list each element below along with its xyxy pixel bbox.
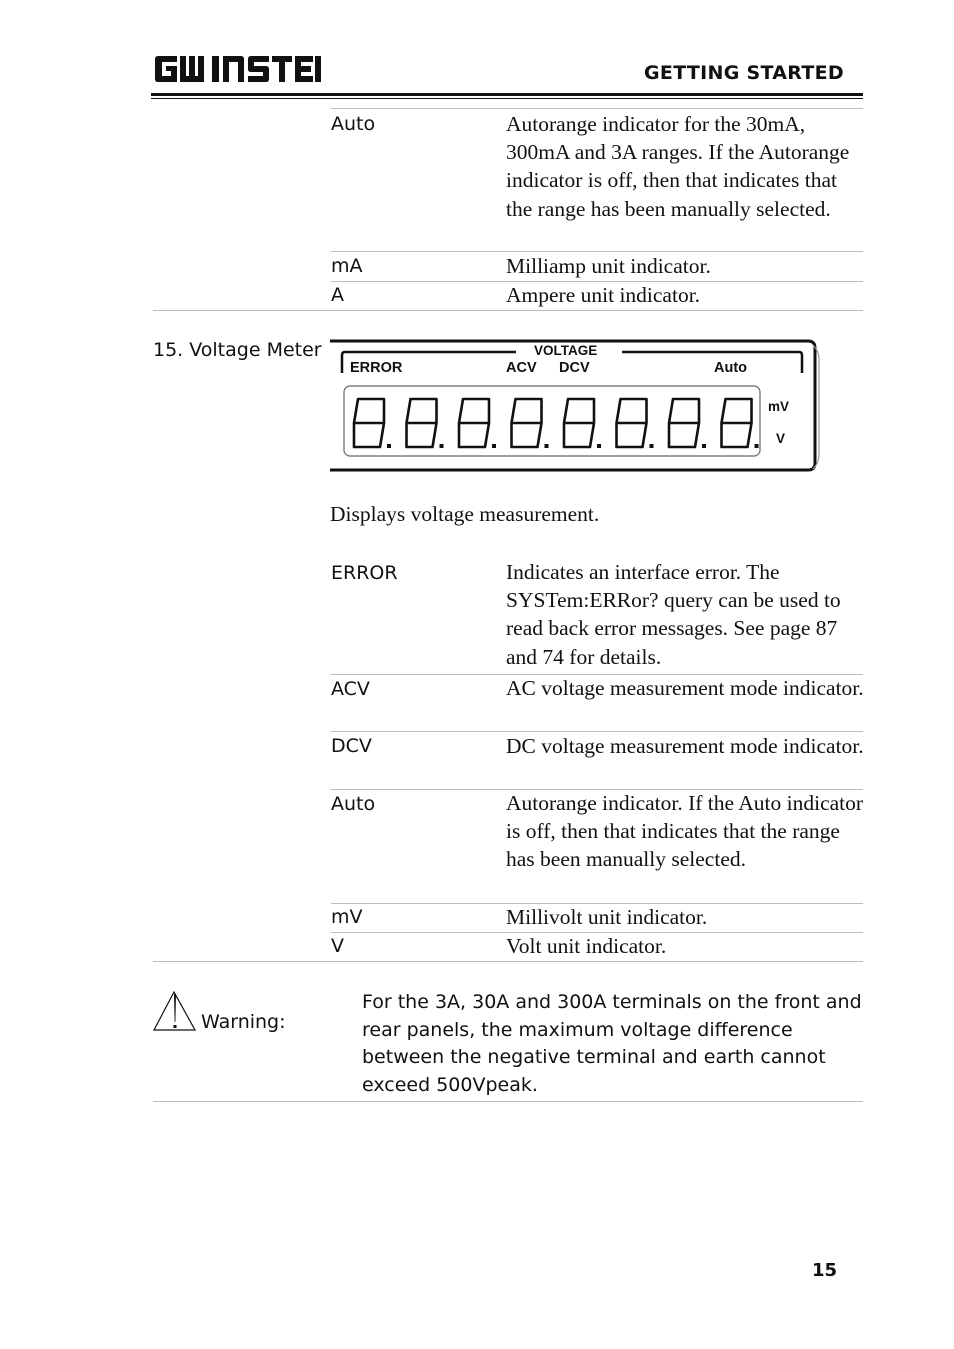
table-rule — [331, 108, 863, 109]
lcd-digit — [564, 399, 601, 448]
desc-dcv: DC voltage measurement mode indicator. — [506, 734, 864, 758]
lcd-v-indicator: V — [776, 431, 786, 446]
desc-auto-voltage: Autorange indicator. If the Auto indicator is off, then that indicates that the range has been manually selected. — [506, 791, 864, 872]
desc-a: Ampere unit indicator. — [506, 283, 701, 307]
term-auto-voltage: Auto — [331, 793, 376, 815]
desc-auto-current: Autorange indicator for the 30mA, 300mA and 3A ranges. If the Autorange indicator is off, then that indicates that the range has been manually selected. — [506, 112, 850, 221]
term-v: V — [331, 935, 344, 957]
lcd-voltage-label: VOLTAGE — [534, 343, 598, 358]
desc-acv: AC voltage measurement mode indicator. — [506, 676, 864, 700]
lcd-decimal-point — [387, 444, 391, 448]
section-rule — [153, 1101, 863, 1102]
lcd-digit — [354, 399, 391, 448]
lcd-error-indicator: ERROR — [350, 360, 403, 376]
lcd-decimal-point — [702, 444, 706, 448]
term-dcv: DCV — [331, 735, 372, 757]
item-label-voltage-meter: 15. Voltage Meter — [153, 339, 322, 361]
voltage-lcd-diagram — [330, 339, 820, 474]
lcd-digit — [512, 399, 549, 448]
term-error: ERROR — [331, 562, 398, 584]
lcd-digit — [669, 399, 706, 448]
lcd-acv-indicator: ACV — [506, 360, 537, 376]
desc-v: Volt unit indicator. — [506, 934, 667, 958]
lcd-decimal-point — [650, 444, 654, 448]
lcd-digit — [722, 399, 759, 448]
section-rule — [153, 310, 863, 311]
lcd-decimal-point — [545, 444, 549, 448]
section-rule — [153, 961, 863, 962]
lcd-digit — [459, 399, 496, 448]
desc-error: Indicates an interface error. The SYSTem:ERRor? query can be used to read back error messages. See page 87 and 74 for details. — [506, 560, 841, 669]
lcd-decimal-point — [755, 444, 759, 448]
term-auto-current: Auto — [331, 113, 376, 135]
lcd-digit — [407, 399, 444, 448]
warning-text: For the 3A, 30A and 300A terminals on the front and rear panels, the maximum voltage difference between the negative terminal and earth cannot exceed 500Vpeak. — [362, 991, 862, 1096]
term-acv: ACV — [331, 678, 370, 700]
seven-segment-digits — [354, 399, 759, 448]
lcd-decimal-point — [492, 444, 496, 448]
lcd-decimal-point — [597, 444, 601, 448]
lcd-decimal-point — [440, 444, 444, 448]
voltage-meter-intro: Displays voltage measurement. — [330, 502, 600, 526]
gw-instek-logo — [153, 54, 323, 84]
lcd-mv-indicator: mV — [768, 399, 790, 414]
lcd-dcv-indicator: DCV — [559, 360, 590, 376]
lcd-digit — [617, 399, 654, 448]
desc-mv: Millivolt unit indicator. — [506, 905, 708, 929]
desc-ma: Milliamp unit indicator. — [506, 254, 711, 278]
term-a: A — [331, 284, 344, 306]
warning-triangle-icon — [153, 990, 197, 1032]
term-ma: mA — [331, 255, 363, 277]
header-rule-thin — [151, 98, 863, 99]
warning-label: Warning: — [201, 1011, 286, 1033]
term-mv: mV — [331, 906, 363, 928]
page-number: 15 — [812, 1260, 838, 1281]
lcd-auto-indicator: Auto — [714, 360, 748, 376]
section-title: GETTING STARTED — [644, 62, 844, 84]
header-rule — [151, 93, 863, 96]
